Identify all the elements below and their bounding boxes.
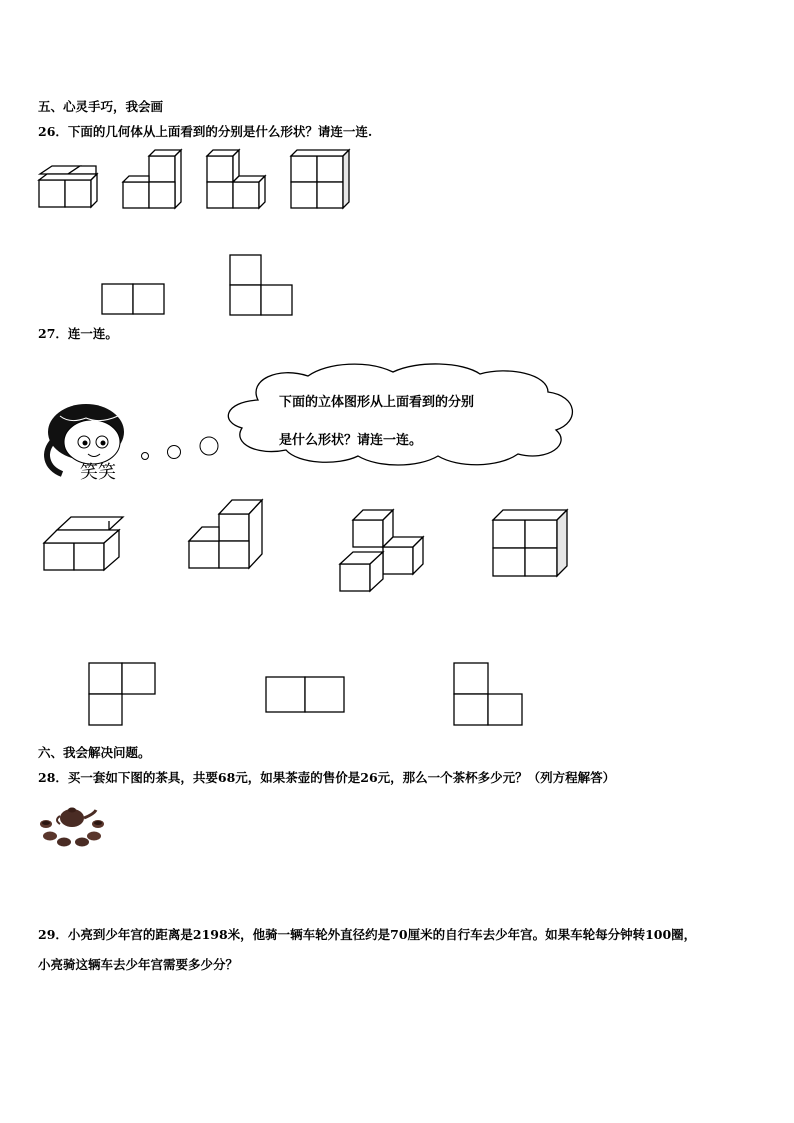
q26-view-1	[101, 283, 167, 317]
q28-text: 28．买一套如下图的茶具，共要68元，如果茶壶的售价是26元，那么一个茶杯多少元？（列方程解答）	[38, 770, 616, 785]
q27-solid-1	[43, 516, 123, 572]
q29-line-1: 29．小亮到少年宫的距离是2198米，他骑一辆车轮外直径约是70厘米的自行车去少年宫。如果车轮每分钟转100圈，	[38, 927, 697, 942]
q26-solid-3	[206, 149, 268, 211]
bubble-line-1: 下面的立体图形从上面看到的分别	[279, 395, 475, 410]
teaset-image	[36, 806, 108, 848]
q27-view-1	[88, 662, 158, 728]
q26-view-2	[229, 254, 295, 318]
q26-solid-2	[122, 149, 184, 211]
q26-solid-4	[290, 149, 352, 211]
q27-view-2	[265, 676, 347, 714]
q26-solid-1	[38, 166, 100, 210]
thought-bubble-cloud	[218, 360, 582, 470]
q27-solid-2	[188, 497, 264, 571]
section-five-heading: 五、心灵手巧，我会画	[38, 99, 164, 114]
q26-text: 26．下面的几何体从上面看到的分别是什么形状？请连一连.	[38, 124, 373, 139]
section-six-heading: 六、我会解决问题。	[38, 745, 151, 760]
q27-solid-3	[339, 508, 427, 594]
q27-view-3	[453, 662, 525, 728]
q29-line-2: 小亮骑这辆车去少年宫需要多少分？	[38, 957, 239, 972]
thought-bubble-dots	[138, 434, 222, 464]
q27-solid-4	[492, 507, 570, 577]
girl-name-label: 笑笑	[80, 462, 116, 483]
bubble-line-2: 是什么形状？请连一连。	[279, 433, 423, 448]
q27-text: 27．连一连。	[38, 326, 118, 341]
